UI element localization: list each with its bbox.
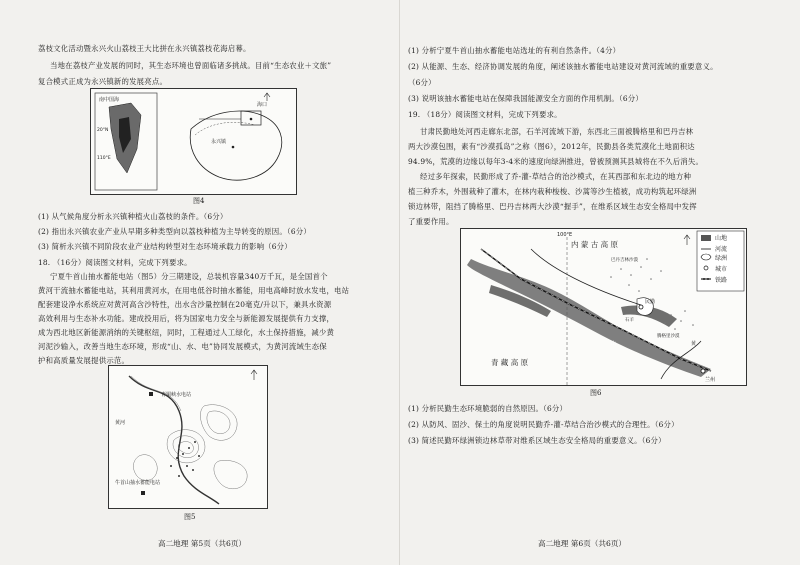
figure-5-caption: 图5 — [184, 513, 196, 521]
fig6-mountain-label: 山 — [611, 341, 617, 347]
fig6-legend — [697, 231, 744, 291]
q19-sub-1: (1) 分析民勤生态环境脆弱的自然原因。（6分） — [408, 404, 568, 413]
fig6-region-inner-mongolia: 内 蒙 古 高 原 — [571, 240, 619, 249]
legend-city: 城市 — [715, 266, 728, 273]
figure-6-map — [460, 228, 747, 386]
q19-line-5: 植三种乔木，外围栽种了灌木，在林内栽种梭梭、沙蒿等沙生植被，成功构筑起环绿洲 — [408, 187, 697, 196]
q19-line-1: 甘肃民勤地处河西走廊东北部，石羊河流域下游，东西北三面被腾格里和巴丹吉林 — [420, 127, 694, 136]
q18-sub-2-score: （6分） — [408, 78, 436, 87]
exam-page-6 — [400, 0, 800, 565]
fig6-minqin-label: 民勤 — [645, 299, 656, 305]
legend-mountain: 山地 — [715, 235, 728, 242]
q18-line-6: 河泥沙输入，改善当地生态环境，形成“山、水、电”协同发展模式，为黄河流域生态保 — [38, 342, 327, 351]
intro-line-3: 复合模式正成为永兴镇新的发展亮点。 — [38, 77, 168, 86]
fig4-lat-label: 20°N — [97, 128, 109, 133]
q18-line-5: 成为西北地区新能源消纳的关键枢纽，同时，工程通过人工绿化，水土保持措施，减少黄 — [38, 328, 335, 337]
q17-sub-1: (1) 从气候角度分析永兴镇种植火山荔枝的条件。（6分） — [38, 212, 228, 221]
fig4-sea-label: 南中国海 — [99, 97, 120, 103]
figure-4-caption: 图4 — [193, 197, 205, 205]
q19-line-2: 两大沙漠包围，素有“沙漠孤岛”之称（图6），2012年，民勤县各类荒漠化土地面积达 — [408, 142, 695, 151]
q17-sub-2: (2) 指出永兴镇农业产业从早期多种类型向以荔枝种植为主导转变的原因。（6分） — [38, 227, 311, 236]
figure-6-caption: 图6 — [590, 389, 602, 397]
figure-4-map — [90, 88, 297, 195]
fig5-station-label: 牛首山抽水蓄能电站 — [115, 480, 161, 486]
figure-6-svg — [461, 229, 746, 385]
fig6-lon-label: 100°E — [557, 232, 573, 238]
intro-line-1: 荔枝文化活动暨永兴火山荔枝王大比拼在永兴镇荔枝花海启幕。 — [38, 44, 251, 53]
q17-sub-3: (3) 简析永兴镇不同阶段农业产业结构转型对生态环境承载力的影响（6分） — [38, 242, 292, 251]
q18-sub-2: (2) 从能源、生态、经济协调发展的角度，阐述该抽水蓄能电站建设对黄河流域的重要意义。 — [408, 62, 718, 71]
fig5-river-label: 黄河 — [115, 420, 126, 426]
fig4-lon-label: 110°E — [97, 156, 111, 161]
fig6-shiyang-label: 石羊 — [625, 318, 634, 323]
q19-title: 19. （18分）阅读图文材料，完成下列要求。 — [408, 110, 562, 119]
q18-line-2: 黄河干流抽水蓄能电站，其利用黄河水，在用电低谷时抽水蓄能，用电高峰时放水发电，电站 — [38, 286, 350, 295]
figure-5-svg — [109, 366, 267, 508]
q19-line-6: 锁边林带，阻挡了腾格里、巴丹吉林两大沙漠“握手”，在维系区域生态安全格局中发挥 — [408, 202, 697, 211]
fig6-badain-label: 巴丹吉林沙漠 — [611, 258, 638, 263]
legend-river: 河流 — [715, 246, 728, 253]
fig6-tengger-label: 腾格里沙漠 — [657, 334, 680, 339]
q19-line-7: 了重要作用。 — [408, 217, 454, 226]
q19-sub-2: (2) 从防风、固沙、保土的角度说明民勤乔-灌-草结合治沙模式的合理性。（6分） — [408, 420, 679, 429]
figure-5-map — [108, 365, 268, 509]
q18-line-4: 高效利用与生态补水功能。建成投用后，将为国家电力安全与新能源发展提供有力支撑， — [38, 314, 335, 323]
fig6-yellow-label: 黄 — [691, 341, 697, 347]
fig6-lanzhou-label: 兰州 — [705, 377, 716, 383]
q19-line-4: 经过多年探索，民勤形成了乔-灌-草结合的治沙模式，在其西部和东北边的地方种 — [420, 172, 692, 181]
page-6-footer: 高二地理 第6页（共6页） — [538, 539, 627, 548]
q18-sub-3: (3) 说明该抽水蓄能电站在保障我国能源安全方面的作用机制。（6分） — [408, 94, 643, 103]
q18-title: 18. （16分）阅读图文材料，完成下列要求。 — [38, 258, 192, 267]
fig6-region-qinghai-tibet: 青 藏 高 原 — [491, 358, 529, 367]
fig5-dam-label: 青铜峡水电站 — [161, 392, 192, 398]
legend-oasis: 绿洲 — [715, 255, 728, 262]
page-5-footer: 高二地理 第5页（共6页） — [158, 539, 247, 548]
q19-sub-3: (3) 简述民勤环绿洲锁边林草带对维系区域生态安全格局的重要意义。（6分） — [408, 436, 666, 445]
q18-line-1: 宁夏牛首山抽水蓄能电站（图5）分三期建设，总装机容量340万千瓦，是全国首个 — [50, 272, 328, 281]
legend-railway: 铁路 — [715, 277, 728, 284]
figure-4-svg — [91, 89, 296, 194]
intro-line-2: 当地在荔枝产业发展的同时，其生态环境也曾面临诸多挑战。目前“生态农业＋文旅” — [50, 61, 332, 70]
q19-line-3: 94.9%，荒漠的边缘以每年3-4米的速度向绿洲推进，曾被预测其县城将在不久后消失。 — [408, 157, 704, 166]
fig4-place-label: 海口 — [257, 102, 268, 108]
q18-line-3: 配套建设净水系统应对黄河高含沙特性，出水含沙量控制在20毫克/升以下，兼具水资源 — [38, 300, 332, 309]
q18-sub-1: (1) 分析宁夏牛首山抽水蓄能电站选址的有利自然条件。（4分） — [408, 46, 621, 55]
fig4-town-label: 永兴镇 — [211, 139, 227, 145]
q18-line-7: 护和高质量发展提供示范。 — [38, 356, 130, 365]
